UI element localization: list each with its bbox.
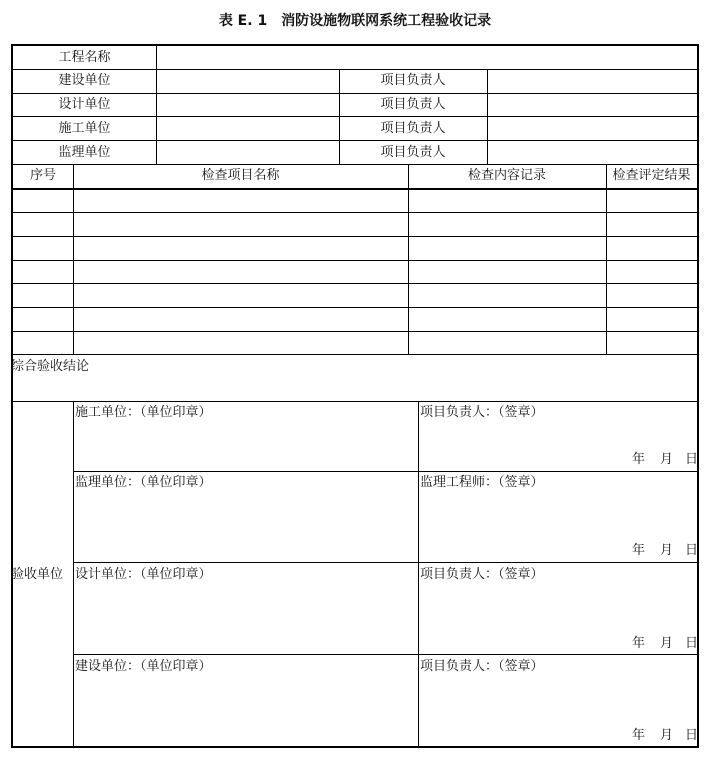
column-header-result: 检查评定结果 <box>612 168 691 183</box>
column-header-index: 序号 <box>29 168 56 183</box>
rule <box>13 188 697 190</box>
owner-seal: 建设单位：（单位印章） <box>75 659 212 674</box>
rule <box>13 140 697 141</box>
rule <box>13 69 697 70</box>
supervision-signer: 监理工程师：（签章） <box>420 475 544 490</box>
construction-leader-label: 项目负责人 <box>380 121 446 136</box>
owner-leader-label: 项目负责人 <box>380 73 446 88</box>
date-month: 月 <box>660 543 674 558</box>
acceptance-group-label: 验收单位 <box>11 567 64 582</box>
table-title <box>0 10 710 30</box>
rule <box>73 471 697 472</box>
rule <box>156 46 157 164</box>
table-row <box>13 236 697 237</box>
date-year: 年 <box>632 543 646 558</box>
design-leader-label: 项目负责人 <box>380 97 446 112</box>
rule <box>73 401 74 746</box>
conclusion-label: 综合验收结论 <box>11 359 90 374</box>
rule <box>73 654 697 655</box>
table-code: 表 E. 1 <box>218 13 268 29</box>
acceptance-record-table <box>11 44 699 748</box>
table-row <box>13 354 697 355</box>
project-name-label: 工程名称 <box>58 50 111 65</box>
rule <box>418 401 419 746</box>
rule <box>13 164 697 165</box>
date-month: 月 <box>660 636 674 651</box>
table-row <box>13 331 697 332</box>
supervision-unit-label: 监理单位 <box>58 145 111 160</box>
table-row <box>13 212 697 213</box>
owner-unit-label: 建设单位 <box>58 73 111 88</box>
rule <box>487 69 488 164</box>
date-month: 月 <box>660 452 674 467</box>
construction-seal: 施工单位：（单位印章） <box>75 405 212 420</box>
design-signer: 项目负责人：（签章） <box>420 567 544 582</box>
rule <box>606 164 607 354</box>
date-year: 年 <box>632 452 646 467</box>
date-day: 日 <box>685 452 699 467</box>
supervision-seal: 监理单位：（单位印章） <box>75 475 212 490</box>
rule <box>13 93 697 94</box>
table-title-text: 消防设施物联网系统工程验收记录 <box>281 13 492 29</box>
rule <box>73 562 697 563</box>
rule <box>73 164 74 354</box>
rule <box>408 164 409 354</box>
owner-signer: 项目负责人：（签章） <box>420 659 544 674</box>
rule <box>13 116 697 117</box>
column-header-content-record: 检查内容记录 <box>467 168 546 183</box>
construction-unit-label: 施工单位 <box>58 121 111 136</box>
date-day: 日 <box>685 636 699 651</box>
date-year: 年 <box>632 728 646 743</box>
table-row <box>13 307 697 308</box>
supervision-leader-label: 项目负责人 <box>380 145 446 160</box>
design-unit-label: 设计单位 <box>58 97 111 112</box>
date-month: 月 <box>660 728 674 743</box>
date-day: 日 <box>685 543 699 558</box>
column-header-item-name: 检查项目名称 <box>201 168 280 183</box>
table-row <box>13 283 697 284</box>
construction-signer: 项目负责人：（签章） <box>420 405 544 420</box>
design-seal: 设计单位：（单位印章） <box>75 567 212 582</box>
date-day: 日 <box>685 728 699 743</box>
rule <box>13 401 697 402</box>
date-year: 年 <box>632 636 646 651</box>
table-row <box>13 260 697 261</box>
